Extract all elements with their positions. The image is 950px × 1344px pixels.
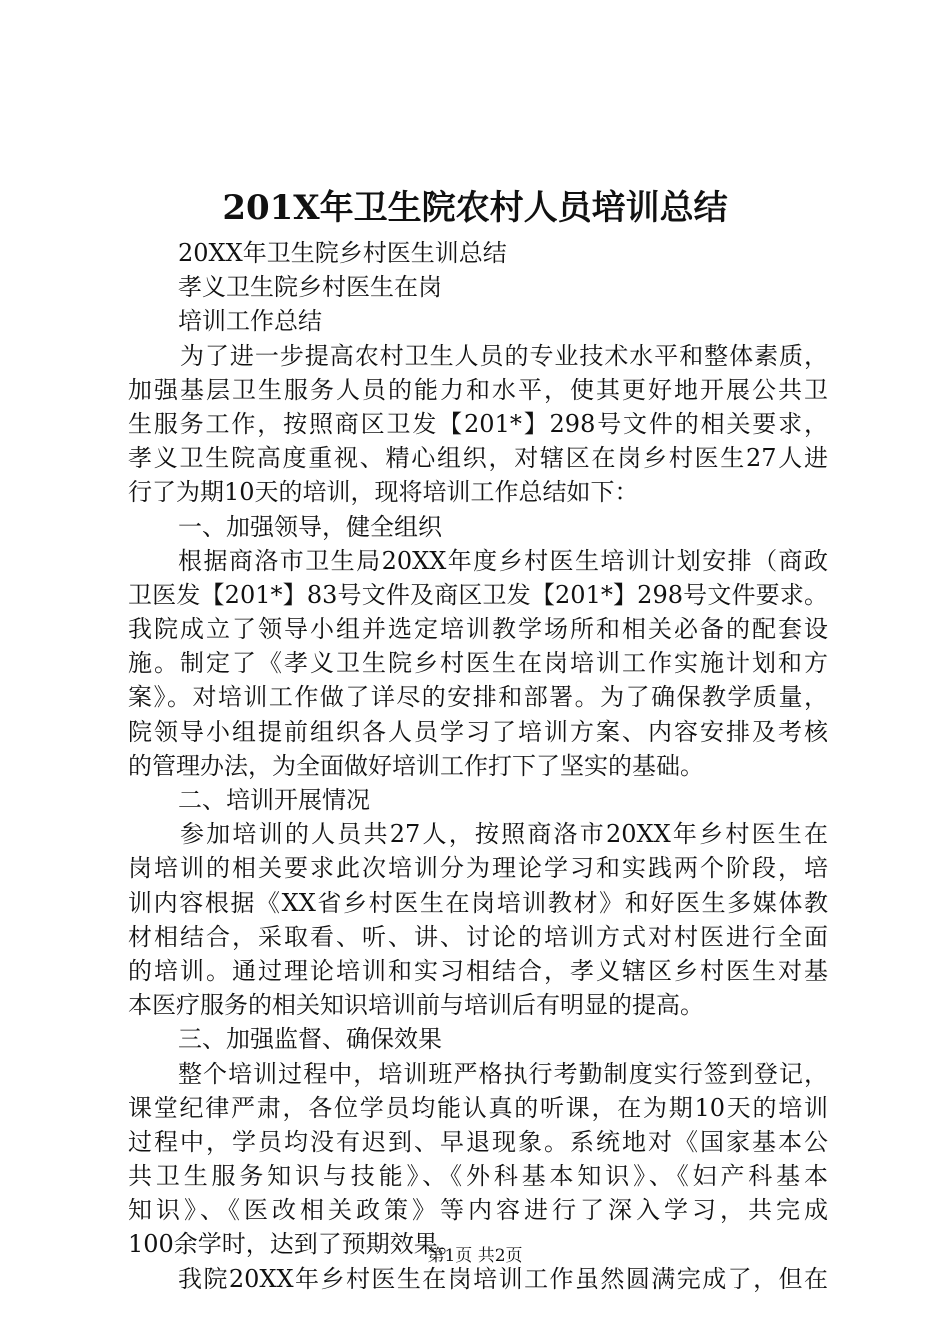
subtitle-line: 20XX年卫生院乡村医生训总结 (178, 239, 507, 267)
paragraph-line: 为了进一步提高农村卫生人员的专业技术水平和整体素质， (180, 341, 828, 370)
paragraph-line: 根据商洛市卫生局20XX年度乡村医生培训计划安排（商政 (178, 546, 828, 575)
paragraph-line: 本医疗服务的相关知识培训前与培训后有明显的提高。 (128, 991, 704, 1020)
document-title: 201X年卫生院农村人员培训总结 (222, 188, 728, 228)
paragraph-line: 我院成立了领导小组并选定培训教学场所和相关必备的配套设 (128, 615, 828, 644)
page-number-footer: 第1页 共2页 (427, 1246, 523, 1266)
subtitle-line: 培训工作总结 (178, 307, 322, 336)
paragraph-line: 的培训。通过理论培训和实习相结合，孝义辖区乡村医生对基 (128, 956, 828, 985)
document-body (128, 236, 828, 1296)
paragraph-line: 生服务工作，按照商区卫发【201*】298号文件的相关要求， (128, 409, 828, 438)
paragraph-line: 施。制定了《孝义卫生院乡村医生在岗培训工作实施计划和方 (128, 649, 828, 678)
paragraph-line: 岗培训的相关要求此次培训分为理论学习和实践两个阶段，培 (128, 854, 828, 883)
section-heading: 二、培训开展情况 (178, 786, 370, 814)
paragraph-line: 参加培训的人员共27人，按照商洛市20XX年乡村医生在 (180, 820, 828, 849)
paragraph-line: 我院20XX年乡村医生在岗培训工作虽然圆满完成了，但在 (178, 1264, 828, 1293)
paragraph-line: 卫医发【201*】83号文件及商区卫发【201*】298号文件要求。 (128, 580, 828, 609)
paragraph-line: 课堂纪律严肃，各位学员均能认真的听课，在为期10天的培训 (128, 1093, 828, 1122)
paragraph-line: 训内容根据《XX省乡村医生在岗培训教材》和好医生多媒体教 (128, 888, 828, 917)
paragraph-line: 整个培训过程中，培训班严格执行考勤制度实行签到登记， (178, 1059, 828, 1088)
paragraph-line: 过程中，学员均没有迟到、早退现象。系统地对《国家基本公 (128, 1127, 828, 1156)
paragraph-line: 的管理办法，为全面做好培训工作打下了坚实的基础。 (128, 751, 704, 780)
subtitle-line: 孝义卫生院乡村医生在岗 (178, 273, 442, 302)
paragraph-line: 材相结合，采取看、听、讲、讨论的培训方式对村医进行全面 (128, 922, 828, 951)
paragraph-line: 加强基层卫生服务人员的能力和水平，使其更好地开展公共卫 (128, 375, 828, 404)
paragraph-line: 知识》、《医改相关政策》等内容进行了深入学习，共完成 (128, 1196, 828, 1225)
paragraph-line: 孝义卫生院高度重视、精心组织，对辖区在岗乡村医生27人进 (128, 444, 828, 473)
paragraph-line: 100余学时，达到了预期效果。 (128, 1230, 462, 1259)
section-heading: 三、加强监督、确保效果 (178, 1025, 442, 1054)
paragraph-line: 行了为期10天的培训，现将培训工作总结如下： (128, 478, 639, 507)
paragraph-line: 院领导小组提前组织各人员学习了培训方案、内容安排及考核 (128, 717, 828, 746)
paragraph-line: 案》。对培训工作做了详尽的安排和部署。为了确保教学质量， (128, 683, 828, 712)
section-heading: 一、加强领导，健全组织 (178, 512, 442, 541)
paragraph-line: 共卫生服务知识与技能》、《外科基本知识》、《妇产科基本 (128, 1162, 828, 1191)
